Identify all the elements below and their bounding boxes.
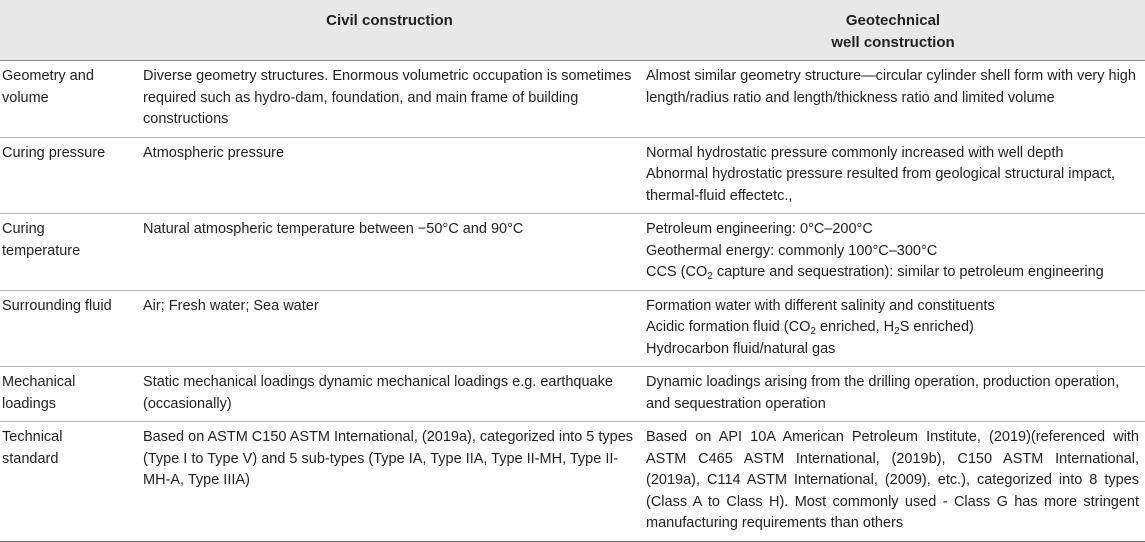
civil-cell: Static mechanical loadings dynamic mechanical loadings e.g. earthquake (occasionally) <box>143 374 613 412</box>
header-geo-line2: well construction <box>831 33 955 51</box>
acid-text-b: enriched, H <box>815 319 895 335</box>
well-cell <box>641 137 1145 214</box>
table-row <box>0 367 1145 422</box>
row-label-line: Geometry and <box>2 68 94 84</box>
header-row <box>0 0 1145 61</box>
header-civil-label: Civil construction <box>326 12 453 29</box>
civil-cell: Based on ASTM C150 ASTM International, (2019a), categorized into 5 types (Type I to Type V) and 5 sub-types (Type IA, Type IIA, Type II-MH, Type II-MH-A, Type IIIA) <box>143 429 634 488</box>
header-geo-line1: Geotechnical <box>845 12 941 29</box>
row-label <box>0 137 138 214</box>
ccs-text-b: capture and sequestration): similar to petroleum engineering <box>712 264 1104 280</box>
well-cell <box>641 290 1145 367</box>
row-label-line: Technical <box>2 429 63 445</box>
table-row <box>0 290 1145 367</box>
well-line-ccs <box>646 262 1139 284</box>
civil-cell: Air; Fresh water; Sea water <box>143 297 319 314</box>
civil-cell: Atmospheric pressure <box>143 144 285 161</box>
ccs-subscript: 2 <box>707 271 713 282</box>
well-line: Normal hydrostatic pressure commonly increased with well depth <box>646 144 1064 161</box>
civil-cell: Diverse geometry structures. Enormous volumetric occupation is sometimes required such as hydro-dam, foundation, and main frame of building constructions <box>143 68 632 127</box>
well-line: Hydrocarbon fluid/natural gas <box>646 340 836 357</box>
row-label-line: Mechanical <box>2 374 76 390</box>
well-line: Petroleum engineering: 0°C–200°C <box>646 221 873 237</box>
well-cell: Based on API 10A American Petroleum Institute, (2019)(referenced with ASTM C465 ASTM International, (2019b), C150 ASTM International, (2019a), C114 ASTM International, (2009), etc.), categorized into 8 types (Class A to Class H). Most commonly used - Class G has more stringent manufacturing requirements than others <box>646 429 1139 531</box>
row-label <box>0 290 138 367</box>
row-label <box>0 214 138 291</box>
header-civil-construction <box>138 0 641 61</box>
row-label-line: standard <box>2 450 59 467</box>
row-label-line: temperature <box>2 242 81 259</box>
row-label-line: Curing pressure <box>2 144 106 161</box>
table-row <box>0 61 1145 138</box>
civil-cell: Natural atmospheric temperature between −50°C and 90°C <box>143 221 524 237</box>
table-row <box>0 137 1145 214</box>
row-label <box>0 367 138 422</box>
well-line: Formation water with different salinity and constituents <box>646 297 995 314</box>
row-label-line: Curing <box>2 221 45 237</box>
well-line: Geothermal energy: commonly 100°C–300°C <box>646 242 938 259</box>
table-row <box>0 422 1145 542</box>
well-cell: Dynamic loadings arising from the drilling operation, production operation, and sequestration operation <box>646 374 1120 412</box>
acid-subscript-1: 2 <box>810 326 816 337</box>
acid-text-a: Acidic formation fluid (CO <box>646 319 811 335</box>
well-cell <box>641 214 1145 291</box>
header-geotechnical-well-construction <box>641 0 1145 61</box>
row-label <box>0 422 138 542</box>
row-label <box>0 61 138 138</box>
well-line-acidic <box>646 317 1139 339</box>
header-cell-empty <box>0 0 138 61</box>
well-cell: Almost similar geometry structure—circular cylinder shell form with very high length/radius ratio and length/thickness ratio and limited volume <box>646 68 1136 106</box>
acid-text-c: S enriched) <box>899 319 974 335</box>
table-row <box>0 214 1145 291</box>
ccs-text-a: CCS (CO <box>646 264 708 280</box>
row-label-line: Surrounding fluid <box>2 297 112 314</box>
well-line: Abnormal hydrostatic pressure resulted from geological structural impact, thermal-fluid effectetc., <box>646 166 1116 204</box>
row-label-line: loadings <box>2 395 57 412</box>
row-label-line: volume <box>2 89 49 106</box>
acid-subscript-2: 2 <box>894 326 900 337</box>
